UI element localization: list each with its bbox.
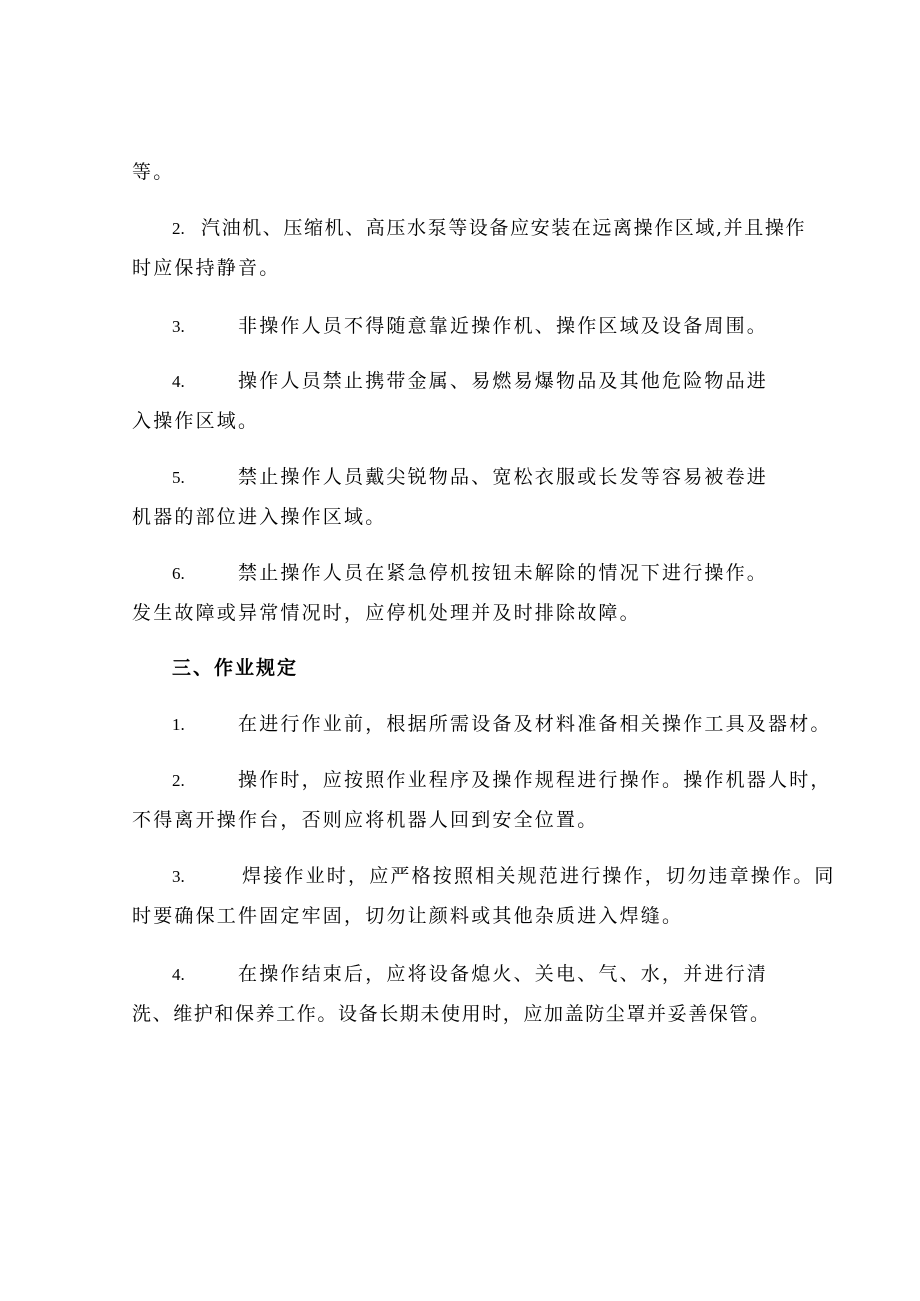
text-line: 时应保持静音。 <box>132 257 281 279</box>
list-number: 4. <box>172 965 185 984</box>
text-line: 在操作结束后，应将设备熄火、关电、气、水，并进行清 <box>238 963 769 985</box>
section-heading: 三、作业规定 <box>172 657 299 679</box>
list-number: 2. <box>172 219 185 238</box>
text-line: 在进行作业前，根据所需设备及材料准备相关操作工具及器材。 <box>238 713 832 735</box>
text-line: 入操作区域。 <box>132 410 260 432</box>
text-line: 操作人员禁止携带金属、易燃易爆物品及其他危险物品进 <box>238 370 769 392</box>
text-line: 焊接作业时，应严格按照相关规范进行操作，切勿违章操作。同 <box>242 865 836 887</box>
text-line: 禁止操作人员在紧急停机按钮未解除的情况下进行操作。 <box>238 562 769 584</box>
text-line: 非操作人员不得随意靠近操作机、操作区域及设备周围。 <box>238 315 769 337</box>
text-line: 操作时，应按照作业程序及操作规程进行操作。操作机器人时， <box>238 769 832 791</box>
text-line: 不得离开操作台，否则应将机器人回到安全位置。 <box>132 809 599 831</box>
text-line: 禁止操作人员戴尖锐物品、宽松衣服或长发等容易被卷进 <box>238 466 769 488</box>
list-number: 3. <box>172 317 185 336</box>
text-line: 机器的部位进入操作区域。 <box>132 506 387 528</box>
text-line: 汽油机、压缩机、高压水泵等设备应安装在远离操作区域,并且操作 <box>201 217 807 239</box>
text-line: 等。 <box>132 161 175 183</box>
list-number: 3. <box>172 867 185 886</box>
text-line: 时要确保工件固定牢固，切勿让颜料或其他杂质进入焊缝。 <box>132 905 684 927</box>
list-number: 4. <box>172 372 185 391</box>
list-number: 1. <box>172 715 185 734</box>
text-line: 发生故障或异常情况时，应停机处理并及时排除故障。 <box>132 602 641 624</box>
list-number: 5. <box>172 468 185 487</box>
list-number: 2. <box>172 771 185 790</box>
list-number: 6. <box>172 564 185 583</box>
text-line: 洗、维护和保养工作。设备长期未使用时，应加盖防尘罩并妥善保管。 <box>132 1003 771 1025</box>
